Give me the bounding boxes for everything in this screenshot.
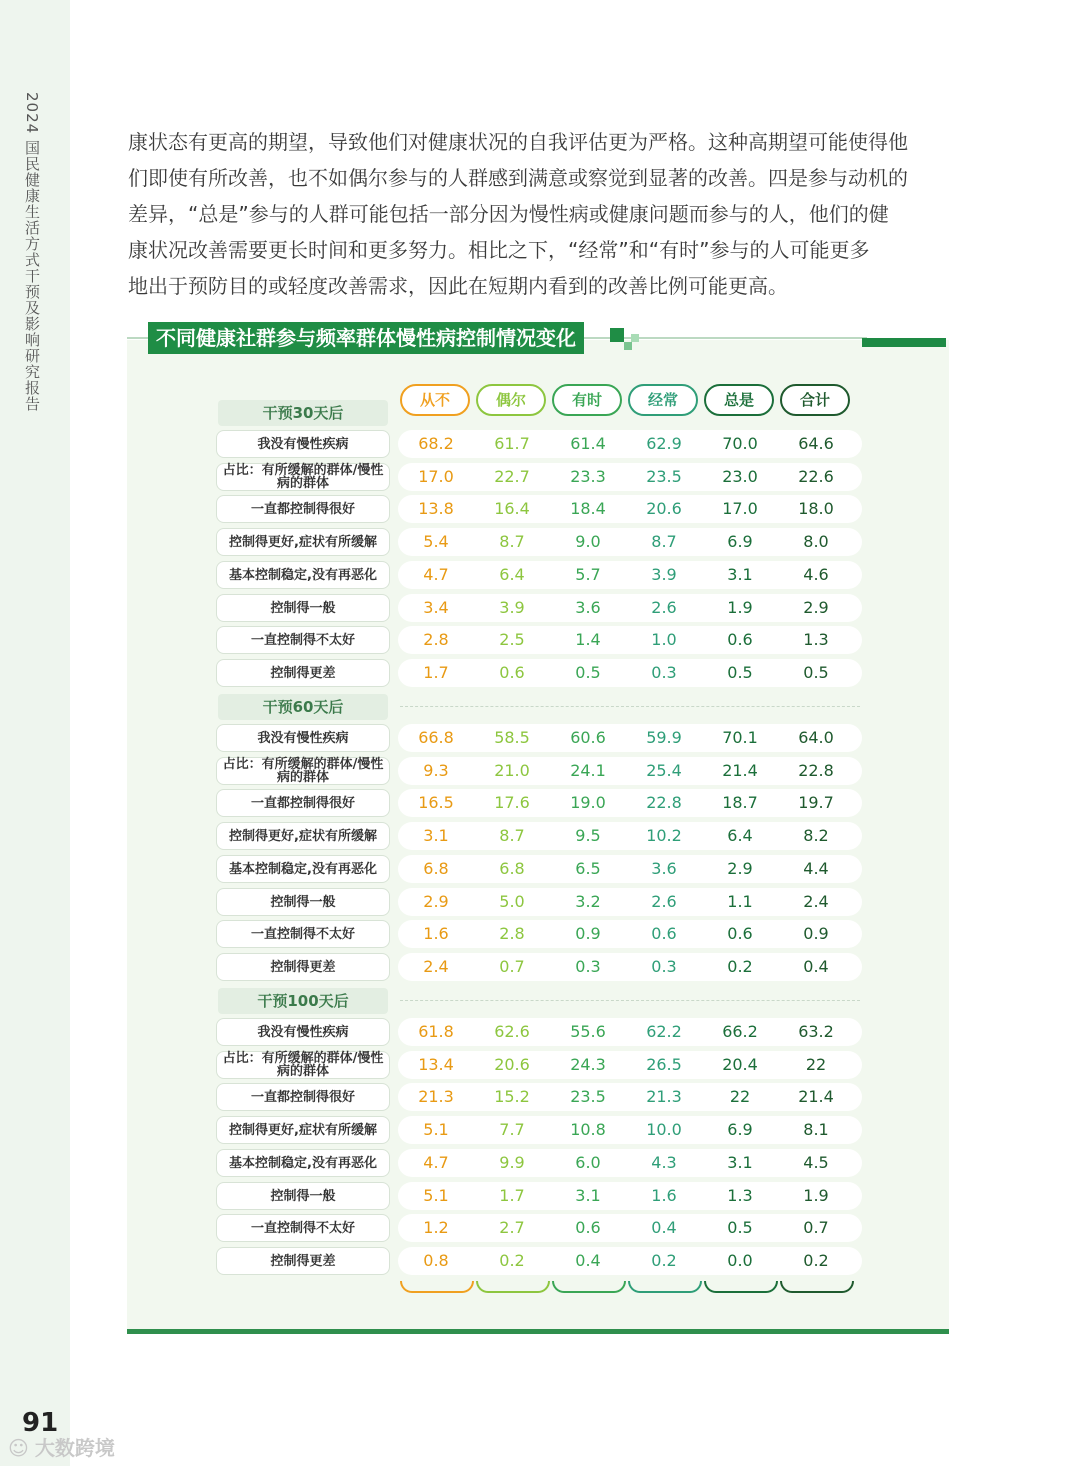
- table-cell: 1.6: [423, 924, 449, 943]
- row-label: 控制得更好,症状有所缓解: [216, 528, 390, 556]
- table-cell: 4.5: [803, 1153, 829, 1172]
- table-cell: 6.0: [575, 1153, 601, 1172]
- row-label: 控制得一般: [216, 888, 390, 916]
- table-cell: 8.2: [803, 826, 829, 845]
- row-label: 一直控制得不太好: [216, 1214, 390, 1242]
- table-cell: 5.1: [423, 1186, 449, 1205]
- table-cell: 0.9: [575, 924, 601, 943]
- table-cell: 2.8: [423, 630, 449, 649]
- table-cell: 0.3: [651, 663, 677, 682]
- table-cell: 61.8: [418, 1022, 454, 1041]
- table-cell: 19.7: [798, 793, 834, 812]
- table-cell: 15.2: [494, 1087, 530, 1106]
- table-cell: 66.8: [418, 728, 454, 747]
- table-cell: 8.7: [499, 826, 525, 845]
- table-cell: 21.4: [722, 761, 758, 780]
- card-accent-bar: [862, 338, 946, 347]
- table-cell: 24.3: [570, 1055, 606, 1074]
- paragraph-line: 地出于预防目的或轻度改善需求，因此在短期内看到的改善比例可能更高。: [128, 274, 788, 298]
- table-cell: 22.7: [494, 467, 530, 486]
- paragraph-line: 康状态有更高的期望，导致他们对健康状况的自我评估更为严格。这种高期望可能使得他: [128, 130, 908, 154]
- table-cell: 3.6: [575, 598, 601, 617]
- table-cell: 0.3: [651, 957, 677, 976]
- table-cell: 0.5: [727, 1218, 753, 1237]
- table-cell: 0.0: [727, 1251, 753, 1270]
- table-cell: 0.7: [499, 957, 525, 976]
- table-cell: 5.7: [575, 565, 601, 584]
- table-cell: 3.4: [423, 598, 449, 617]
- table-cell: 2.4: [423, 957, 449, 976]
- table-cell: 55.6: [570, 1022, 606, 1041]
- table-cell: 4.3: [651, 1153, 677, 1172]
- table-cell: 66.2: [722, 1022, 758, 1041]
- table-cell: 1.3: [803, 630, 829, 649]
- row-label: 控制得一般: [216, 1182, 390, 1210]
- row-label: 我没有慢性疾病: [216, 430, 390, 458]
- table-cell: 13.8: [418, 499, 454, 518]
- column-bottom-bracket: [704, 1281, 778, 1293]
- table-cell: 13.4: [418, 1055, 454, 1074]
- column-header: 从不: [400, 384, 470, 416]
- table-cell: 6.9: [727, 532, 753, 551]
- table-cell: 4.6: [803, 565, 829, 584]
- table-cell: 0.3: [575, 957, 601, 976]
- table-cell: 61.4: [570, 434, 606, 453]
- table-cell: 17.0: [418, 467, 454, 486]
- table-cell: 62.2: [646, 1022, 682, 1041]
- table-cell: 2.6: [651, 892, 677, 911]
- table-cell: 2.8: [499, 924, 525, 943]
- table-cell: 21.4: [798, 1087, 834, 1106]
- watermark-text: 大数跨境: [34, 1436, 115, 1460]
- table-cell: 6.8: [423, 859, 449, 878]
- table-cell: 1.0: [651, 630, 677, 649]
- watermark-logo-icon: ☺: [8, 1436, 29, 1460]
- table-cell: 3.2: [575, 892, 601, 911]
- table-cell: 1.6: [651, 1186, 677, 1205]
- table-cell: 20.6: [646, 499, 682, 518]
- table-cell: 62.6: [494, 1022, 530, 1041]
- table-cell: 1.9: [727, 598, 753, 617]
- table-cell: 64.6: [798, 434, 834, 453]
- row-label: 占比：有所缓解的群体/慢性病的群体: [216, 1051, 390, 1079]
- table-cell: 2.9: [727, 859, 753, 878]
- table-cell: 2.7: [499, 1218, 525, 1237]
- table-cell: 1.7: [423, 663, 449, 682]
- row-label: 控制得更差: [216, 1247, 390, 1275]
- column-bottom-bracket: [780, 1281, 854, 1293]
- table-cell: 25.4: [646, 761, 682, 780]
- table-cell: 8.7: [499, 532, 525, 551]
- column-header: 总是: [704, 384, 774, 416]
- table-cell: 2.9: [803, 598, 829, 617]
- row-label: 一直都控制得很好: [216, 495, 390, 523]
- decor-square: [631, 334, 639, 342]
- row-label: 控制得更差: [216, 953, 390, 981]
- table-cell: 21.3: [418, 1087, 454, 1106]
- table-cell: 20.4: [722, 1055, 758, 1074]
- watermark: [8, 1432, 115, 1461]
- table-cell: 9.5: [575, 826, 601, 845]
- table-cell: 0.7: [803, 1218, 829, 1237]
- column-bottom-bracket: [400, 1281, 474, 1293]
- table-cell: 3.9: [499, 598, 525, 617]
- table-cell: 1.4: [575, 630, 601, 649]
- table-cell: 0.4: [575, 1251, 601, 1270]
- table-cell: 3.1: [575, 1186, 601, 1205]
- decor-square: [610, 328, 624, 342]
- table-cell: 0.2: [499, 1251, 525, 1270]
- table-cell: 4.7: [423, 1153, 449, 1172]
- row-label: 一直都控制得很好: [216, 1083, 390, 1111]
- column-header: 经常: [628, 384, 698, 416]
- row-label: 控制得一般: [216, 594, 390, 622]
- table-cell: 0.5: [575, 663, 601, 682]
- row-label: 占比：有所缓解的群体/慢性病的群体: [216, 757, 390, 785]
- table-cell: 0.6: [499, 663, 525, 682]
- table-cell: 4.7: [423, 565, 449, 584]
- table-cell: 4.4: [803, 859, 829, 878]
- table-cell: 26.5: [646, 1055, 682, 1074]
- table-cell: 3.9: [651, 565, 677, 584]
- table-cell: 10.2: [646, 826, 682, 845]
- table-cell: 0.4: [803, 957, 829, 976]
- table-cell: 0.4: [651, 1218, 677, 1237]
- row-label: 一直控制得不太好: [216, 920, 390, 948]
- column-bottom-bracket: [476, 1281, 550, 1293]
- page-number: 91: [22, 1408, 59, 1438]
- table-cell: 22.8: [646, 793, 682, 812]
- table-cell: 7.7: [499, 1120, 525, 1139]
- table-cell: 70.1: [722, 728, 758, 747]
- row-label: 占比：有所缓解的群体/慢性病的群体: [216, 463, 390, 491]
- table-cell: 2.5: [499, 630, 525, 649]
- table-cell: 9.0: [575, 532, 601, 551]
- section-label: 干预60天后: [218, 694, 388, 720]
- table-cell: 0.6: [727, 630, 753, 649]
- table-cell: 22: [805, 1055, 827, 1074]
- table-cell: 3.6: [651, 859, 677, 878]
- column-header: 有时: [552, 384, 622, 416]
- table-cell: 22: [729, 1087, 751, 1106]
- row-label: 控制得更好,症状有所缓解: [216, 1116, 390, 1144]
- table-cell: 2.4: [803, 892, 829, 911]
- table-cell: 23.5: [570, 1087, 606, 1106]
- table-cell: 2.9: [423, 892, 449, 911]
- table-cell: 0.6: [651, 924, 677, 943]
- table-cell: 0.9: [803, 924, 829, 943]
- table-cell: 2.6: [651, 598, 677, 617]
- table-cell: 9.3: [423, 761, 449, 780]
- table-cell: 19.0: [570, 793, 606, 812]
- paragraph-line: 们即使有所改善，也不如偶尔参与的人群感到满意或察觉到显著的改善。四是参与动机的: [128, 166, 908, 190]
- table-cell: 1.3: [727, 1186, 753, 1205]
- table-title: 不同健康社群参与频率群体慢性病控制情况变化: [148, 322, 584, 354]
- table-cell: 3.1: [423, 826, 449, 845]
- column-header: 合计: [780, 384, 850, 416]
- section-divider: [400, 1000, 860, 1001]
- row-label: 我没有慢性疾病: [216, 1018, 390, 1046]
- table-cell: 6.4: [727, 826, 753, 845]
- table-cell: 9.9: [499, 1153, 525, 1172]
- table-cell: 5.1: [423, 1120, 449, 1139]
- table-cell: 6.8: [499, 859, 525, 878]
- row-label: 基本控制稳定,没有再恶化: [216, 561, 390, 589]
- table-cell: 10.8: [570, 1120, 606, 1139]
- table-cell: 62.9: [646, 434, 682, 453]
- table-cell: 17.0: [722, 499, 758, 518]
- table-cell: 61.7: [494, 434, 530, 453]
- table-cell: 22.6: [798, 467, 834, 486]
- row-label: 我没有慢性疾病: [216, 724, 390, 752]
- row-label: 控制得更好,症状有所缓解: [216, 822, 390, 850]
- table-cell: 23.0: [722, 467, 758, 486]
- table-cell: 6.9: [727, 1120, 753, 1139]
- table-cell: 6.4: [499, 565, 525, 584]
- table-cell: 6.5: [575, 859, 601, 878]
- table-cell: 0.5: [727, 663, 753, 682]
- table-cell: 63.2: [798, 1022, 834, 1041]
- table-cell: 1.2: [423, 1218, 449, 1237]
- body-paragraph: [128, 124, 958, 304]
- column-bottom-bracket: [552, 1281, 626, 1293]
- row-label: 基本控制稳定,没有再恶化: [216, 855, 390, 883]
- table-cell: 1.1: [727, 892, 753, 911]
- decor-square: [624, 342, 632, 350]
- column-bottom-bracket: [628, 1281, 702, 1293]
- table-cell: 24.1: [570, 761, 606, 780]
- table-cell: 70.0: [722, 434, 758, 453]
- table-cell: 58.5: [494, 728, 530, 747]
- table-cell: 8.0: [803, 532, 829, 551]
- table-cell: 23.3: [570, 467, 606, 486]
- table-cell: 0.2: [727, 957, 753, 976]
- column-header: 偶尔: [476, 384, 546, 416]
- table-cell: 17.6: [494, 793, 530, 812]
- table-cell: 1.9: [803, 1186, 829, 1205]
- table-cell: 0.2: [651, 1251, 677, 1270]
- table-cell: 21.0: [494, 761, 530, 780]
- table-cell: 18.7: [722, 793, 758, 812]
- table-cell: 5.0: [499, 892, 525, 911]
- table-cell: 0.8: [423, 1251, 449, 1270]
- table-cell: 0.5: [803, 663, 829, 682]
- row-label: 基本控制稳定,没有再恶化: [216, 1149, 390, 1177]
- table-cell: 18.0: [798, 499, 834, 518]
- paragraph-line: 康状况改善需要更长时间和更多努力。相比之下，“经常”和“有时”参与的人可能更多: [128, 238, 870, 262]
- section-divider: [400, 706, 860, 707]
- table-cell: 23.5: [646, 467, 682, 486]
- table-cell: 3.1: [727, 565, 753, 584]
- table-cell: 16.5: [418, 793, 454, 812]
- table-cell: 8.1: [803, 1120, 829, 1139]
- row-label: 一直都控制得很好: [216, 789, 390, 817]
- table-cell: 18.4: [570, 499, 606, 518]
- report-title-vertical: 2024 国民健康生活方式干预及影响研究报告: [23, 92, 41, 412]
- table-cell: 5.4: [423, 532, 449, 551]
- table-cell: 1.7: [499, 1186, 525, 1205]
- table-cell: 3.1: [727, 1153, 753, 1172]
- table-cell: 8.7: [651, 532, 677, 551]
- table-cell: 21.3: [646, 1087, 682, 1106]
- table-cell: 68.2: [418, 434, 454, 453]
- table-cell: 0.6: [727, 924, 753, 943]
- table-cell: 20.6: [494, 1055, 530, 1074]
- table-cell: 22.8: [798, 761, 834, 780]
- row-label: 一直控制得不太好: [216, 626, 390, 654]
- table-cell: 16.4: [494, 499, 530, 518]
- table-cell: 64.0: [798, 728, 834, 747]
- table-cell: 0.6: [575, 1218, 601, 1237]
- table-cell: 10.0: [646, 1120, 682, 1139]
- row-label: 控制得更差: [216, 659, 390, 687]
- section-label: 干预100天后: [218, 988, 388, 1014]
- table-cell: 59.9: [646, 728, 682, 747]
- section-label: 干预30天后: [218, 400, 388, 426]
- paragraph-line: 差异，“总是”参与的人群可能包括一部分因为慢性病或健康问题而参与的人，他们的健: [128, 202, 889, 226]
- table-cell: 0.2: [803, 1251, 829, 1270]
- table-cell: 60.6: [570, 728, 606, 747]
